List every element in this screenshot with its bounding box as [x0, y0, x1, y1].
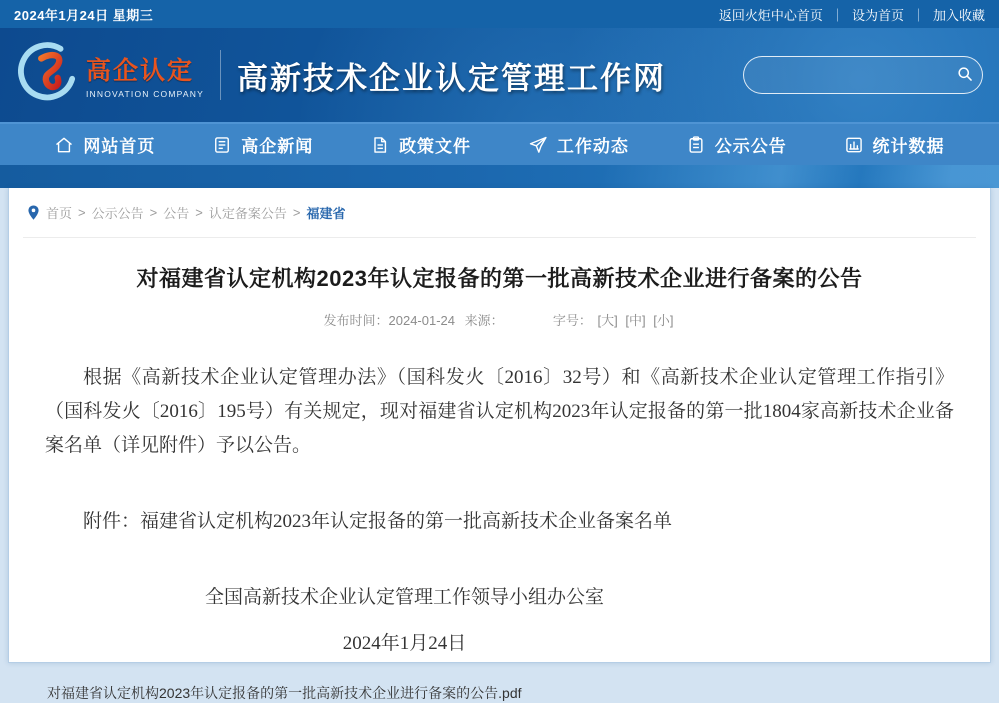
nav-item-announcements[interactable] [686, 132, 787, 157]
link-separator: ｜ [911, 7, 925, 23]
nav-label: 政策文件 [399, 137, 472, 156]
link-separator: ｜ [830, 7, 844, 23]
site-header [0, 28, 999, 122]
site-logo[interactable] [16, 42, 204, 109]
source-label: 来源： [464, 313, 504, 328]
article-paragraph: 根据《高新技术企业认定管理办法》（国科发火〔2016〕32号）和《高新技术企业认定管理工作指引》（国科发火〔2016〕195号）有关规定，现对福建省认定机构2023年认定报备的第一批1804家高新技术企业备案名单（详见附件）予以公告。 [45, 367, 954, 456]
breadcrumb-filing-notices[interactable]: 认定备案公告 [208, 206, 287, 221]
breadcrumb-separator: > [292, 205, 301, 220]
nav-item-work-updates[interactable] [528, 132, 629, 157]
home-icon [54, 135, 74, 155]
nav-label: 工作动态 [556, 137, 629, 156]
nav-item-statistics[interactable] [844, 132, 945, 157]
top-utility-bar [0, 0, 999, 28]
breadcrumb-current-fujian: 福建省 [306, 206, 346, 221]
nav-label: 网站首页 [83, 137, 156, 156]
set-homepage-link[interactable]: 设为首页 [851, 7, 904, 23]
article-meta [9, 310, 990, 329]
nav-label: 公示公告 [714, 137, 787, 156]
clipboard-icon [686, 135, 706, 155]
location-pin-icon [27, 205, 40, 221]
utility-links [719, 5, 985, 24]
search-button[interactable] [947, 57, 982, 93]
policy-doc-icon [370, 135, 390, 155]
search-box [743, 56, 983, 94]
current-date: 2024年1月24日 星期三 [14, 7, 154, 23]
breadcrumb-announcements[interactable]: 公示公告 [91, 206, 144, 221]
paper-plane-icon [528, 135, 548, 155]
main-navigation [0, 122, 999, 165]
header-divider [220, 50, 221, 100]
content-card [8, 188, 991, 701]
fontsize-large-button[interactable]: [大] [597, 313, 618, 328]
fontsize-small-button[interactable]: [小] [653, 313, 674, 328]
breadcrumb-home[interactable]: 首页 [46, 206, 73, 221]
nav-label: 统计数据 [872, 137, 945, 156]
breadcrumb-separator: > [78, 205, 86, 220]
publish-time-label: 发布时间： [323, 313, 389, 328]
search-icon [955, 64, 975, 87]
breadcrumb-notices[interactable]: 公告 [163, 206, 190, 221]
add-favorite-link[interactable]: 加入收藏 [932, 7, 985, 23]
article-body [9, 361, 990, 661]
signature-org: 全国高新技术企业认定管理工作领导小组办公室 [204, 587, 604, 608]
nav-item-policy[interactable] [370, 132, 471, 157]
bar-chart-icon [844, 135, 864, 155]
breadcrumb-separator: > [149, 205, 158, 220]
breadcrumb [9, 188, 990, 231]
fontsize-medium-button[interactable]: [中] [625, 313, 646, 328]
publish-date: 2024-01-24 [388, 313, 456, 328]
nav-item-home[interactable] [54, 132, 155, 157]
news-icon [212, 135, 232, 155]
nav-label: 高企新闻 [241, 137, 314, 156]
article-title: 对福建省认定机构2023年认定报备的第一批高新技术企业进行备案的公告 [136, 266, 863, 291]
decorative-strip [0, 165, 999, 188]
attachment-pdf-link[interactable]: 对福建省认定机构2023年认定报备的第一批高新技术企业进行备案的公告.pdf [47, 685, 522, 701]
logo-swirl-icon [16, 42, 78, 109]
site-title: 高新技术企业认定管理工作网 [236, 60, 666, 96]
breadcrumb-divider [23, 237, 976, 238]
search-input[interactable] [744, 57, 947, 93]
logo-subtitle: INNOVATION COMPANY [86, 89, 204, 99]
logo-title: 高企认定 [86, 58, 195, 85]
breadcrumb-separator: > [195, 205, 203, 220]
signature-date: 2024年1月24日 [342, 633, 467, 654]
attachment-line: 附件：福建省认定机构2023年认定报备的第一批高新技术企业备案名单 [83, 511, 673, 532]
nav-item-news[interactable] [212, 132, 313, 157]
fontsize-label: 字号： [552, 313, 592, 328]
back-to-torch-home-link[interactable]: 返回火炬中心首页 [718, 7, 823, 23]
